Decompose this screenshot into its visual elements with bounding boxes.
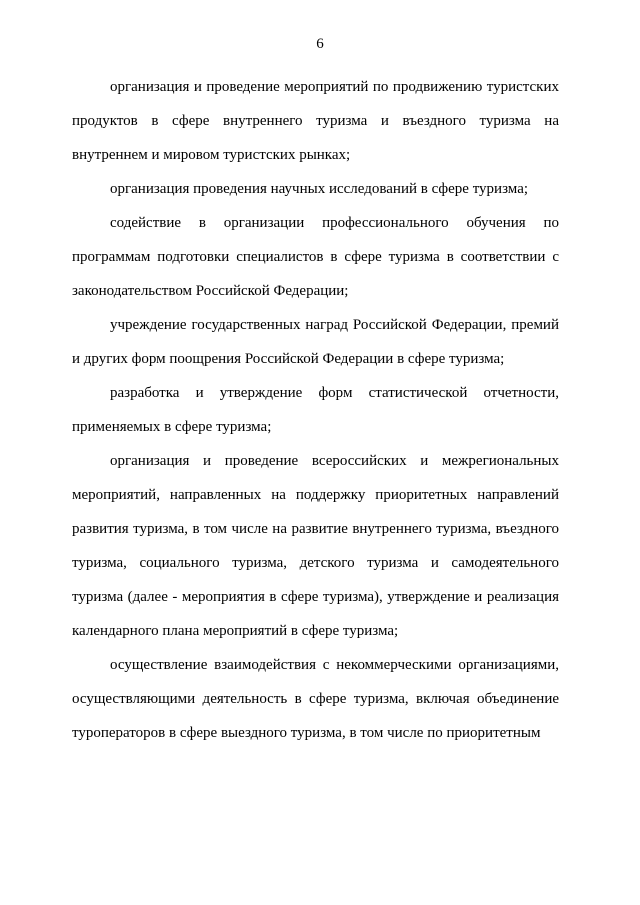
document-body [72, 70, 559, 750]
page-number: 6 [316, 36, 324, 52]
paragraph-promotion-events: организация и проведение мероприятий по продвижению туристских продуктов в сфере внутреннего туризма и въездного туризма на внутреннем и мировом туристских рынках; [72, 79, 559, 163]
paragraph-national-events: организация и проведение всероссийских и межрегиональных мероприятий, направленных на поддержку приоритетных направлений развития туризма, в том числе на развитие внутреннего туризма, въездного туризма, социального туризма, детского туризма и самодеятельного туризма (далее - мероприятия в сфере туризма), утверждение и реализация календарного плана мероприятий в сфере туризма; [72, 453, 559, 639]
paragraph-state-awards: учреждение государственных наград Российской Федерации, премий и других форм поощрения Российской Федерации в сфере туризма; [72, 317, 559, 367]
paragraph-professional-training: содействие в организации профессионального обучения по программам подготовки специалистов в сфере туризма в соответствии с законодательством Российской Федерации; [72, 215, 559, 299]
paragraph-statistical-reporting: разработка и утверждение форм статистической отчетности, применяемых в сфере туризма; [72, 385, 559, 435]
paragraph-nonprofit-cooperation: осуществление взаимодействия с некоммерческими организациями, осуществляющими деятельность в сфере туризма, включая объединение туроператоров в сфере выездного туризма, в том числе по приоритетным [72, 657, 559, 741]
paragraph-scientific-research: организация проведения научных исследований в сфере туризма; [110, 181, 529, 197]
